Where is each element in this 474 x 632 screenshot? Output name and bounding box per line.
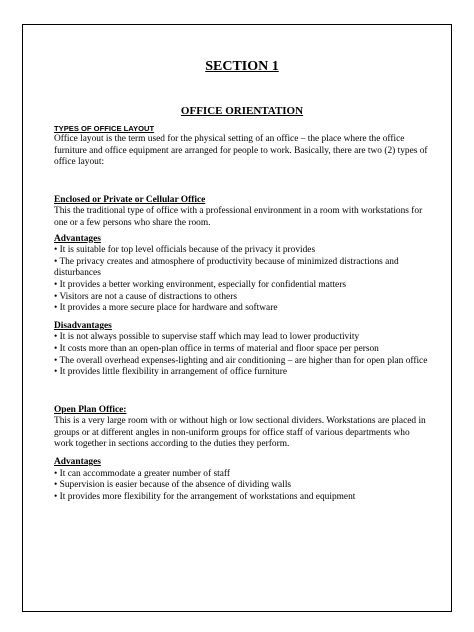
open-plan-advantages-heading: Advantages — [54, 457, 101, 468]
enclosed-office-description: This the traditional type of office with a professional environment in a room with workstations for one or a few persons who share the room. — [54, 206, 423, 228]
list-item: • It is suitable for top level officials because of the privacy it provides — [54, 245, 316, 256]
enclosed-disadvantages-list — [54, 332, 430, 378]
types-label: TYPES OF OFFICE LAYOUT — [54, 124, 155, 133]
list-item: • It provides little flexibility in arrangement of office furniture — [54, 367, 287, 378]
list-item: • Supervision is easier because of the absence of dividing walls — [54, 480, 292, 491]
list-item: • It can accommodate a greater number of staff — [54, 468, 230, 479]
section-title: SECTION 1 — [205, 59, 279, 74]
enclosed-advantages-heading: Advantages — [54, 233, 101, 244]
document-subtitle: OFFICE ORIENTATION — [180, 105, 304, 117]
enclosed-advantages-list — [54, 245, 430, 315]
list-item: • It provides more flexibility for the arrangement of workstations and equipment — [54, 491, 356, 502]
intro-paragraph: Office layout is the term used for the physical setting of an office – the place where the office furniture and office equipment are arranged for people to work. Basically, there are two (2) types of office layout: — [54, 134, 428, 168]
open-plan-advantages-list — [54, 469, 430, 504]
list-item: • The privacy creates and atmosphere of productivity because of minimized distractions and disturbances — [54, 256, 399, 279]
list-item: • It is not always possible to supervise staff which may lead to lower productivity — [54, 332, 360, 343]
list-item: • It provides a better working environment, especially for confidential matters — [54, 279, 346, 290]
list-item: • It provides a more secure place for hardware and software — [54, 303, 278, 314]
open-plan-office-heading: Open Plan Office: — [54, 404, 127, 415]
list-item: • Visitors are not a cause of distractions to others — [54, 291, 237, 302]
list-item: • The overall overhead expenses-lighting and air conditioning – are higher than for open plan office — [54, 355, 428, 366]
enclosed-office-heading: Enclosed or Private or Cellular Office — [54, 194, 206, 205]
list-item: • It costs more than an open-plan office in terms of material and floor space per person — [54, 343, 379, 354]
enclosed-disadvantages-heading: Disadvantages — [54, 320, 112, 331]
open-plan-office-description: This is a very large room with or without high or low sectional dividers. Workstations are placed in groups or at different angles in non-uniform groups for office staff of various departments who work together in sections according to the duties they perform. — [54, 416, 426, 450]
